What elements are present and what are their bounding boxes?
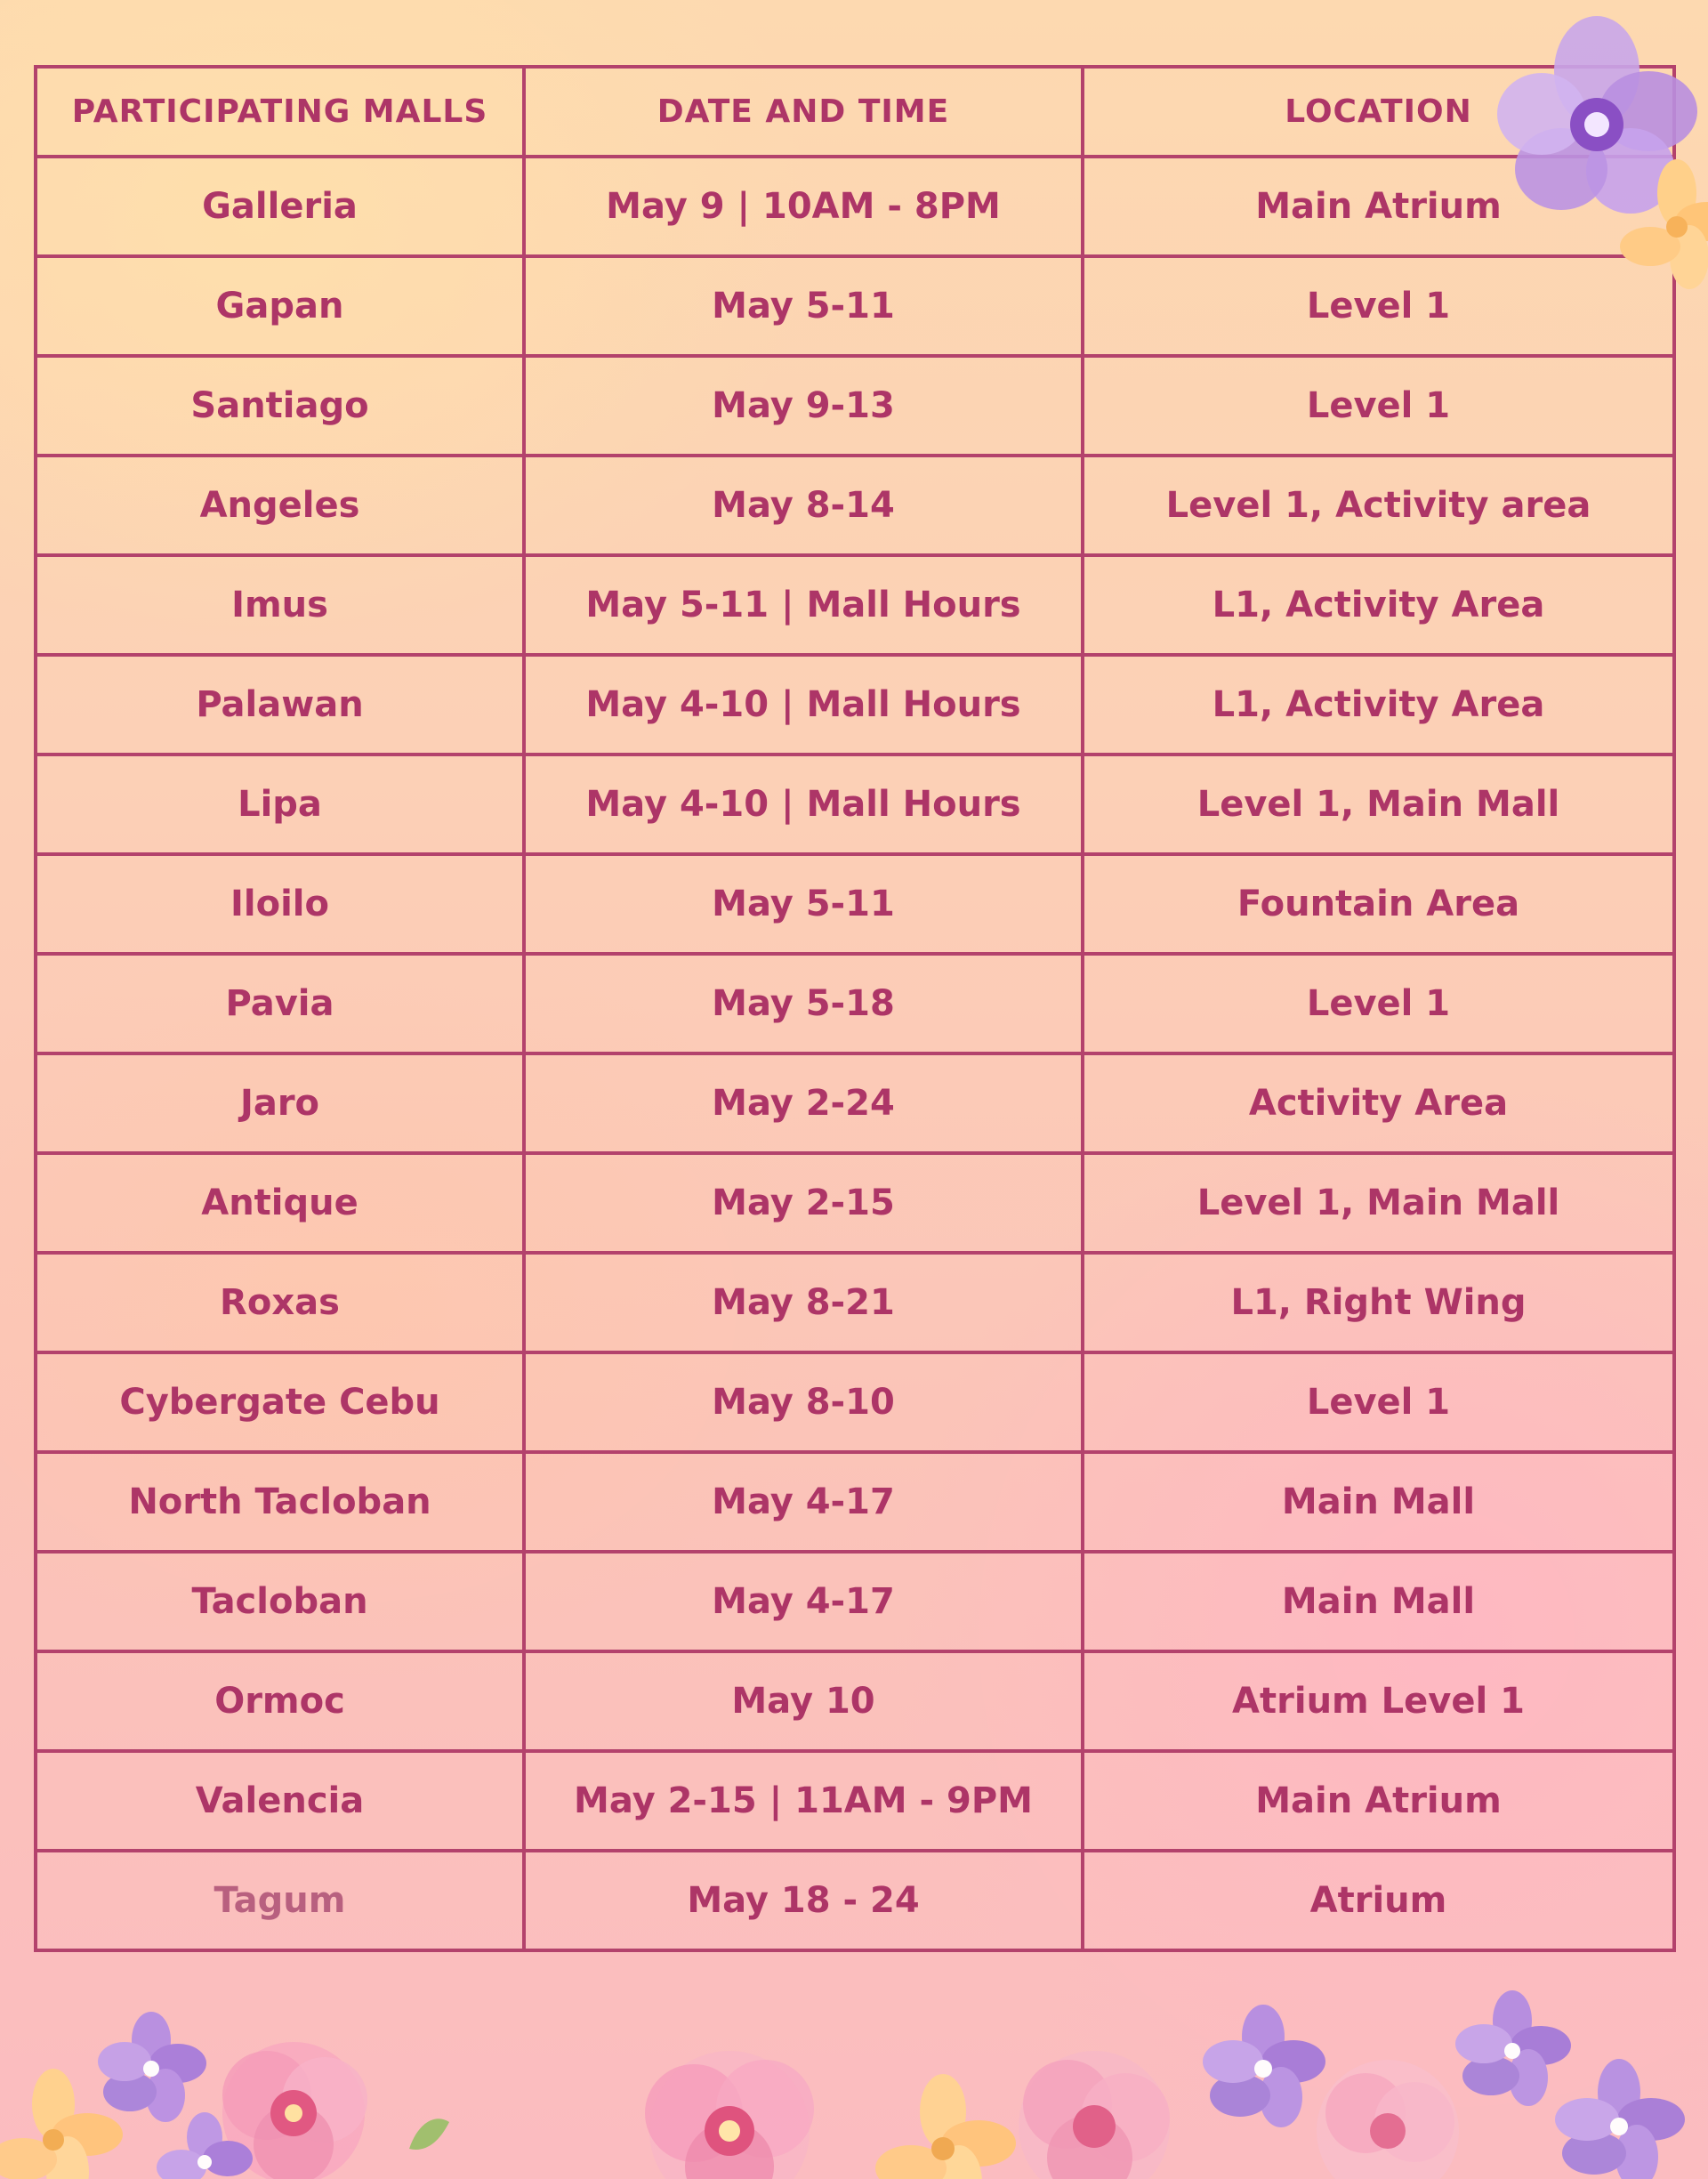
table-row [36,1851,1674,1950]
mall-schedule-table [34,65,1676,1952]
date-time-cell: May 18 - 24 [524,1851,1083,1950]
table-row [36,1153,1674,1253]
table-row [36,1452,1674,1552]
mall-name-cell: Roxas [36,1253,524,1352]
date-time-cell: May 5-11 [524,256,1083,356]
date-time-cell: May 8-10 [524,1352,1083,1452]
mall-name-cell: Cybergate Cebu [36,1352,524,1452]
location-cell: L1, Right Wing [1083,1253,1674,1352]
location-cell: Fountain Area [1083,854,1674,954]
table-row [36,655,1674,755]
mall-name-cell: Santiago [36,356,524,456]
date-time-cell: May 10 [524,1651,1083,1751]
location-cell: L1, Activity Area [1083,555,1674,655]
location-cell: Level 1 [1083,356,1674,456]
mall-name-cell: Iloilo [36,854,524,954]
table-row [36,1053,1674,1153]
table-row [36,1253,1674,1352]
date-time-cell: May 8-14 [524,456,1083,555]
table-row [36,1352,1674,1452]
mall-name-cell: North Tacloban [36,1452,524,1552]
date-time-cell: May 4-17 [524,1552,1083,1651]
table-row [36,157,1674,256]
location-cell: Main Mall [1083,1452,1674,1552]
date-time-cell: May 2-24 [524,1053,1083,1153]
mall-name-cell: Jaro [36,1053,524,1153]
mall-name-cell: Gapan [36,256,524,356]
header-date-and-time: DATE AND TIME [524,67,1083,157]
table-row [36,1651,1674,1751]
location-cell: L1, Activity Area [1083,655,1674,755]
mall-name-cell: Galleria [36,157,524,256]
mall-name-cell: Antique [36,1153,524,1253]
table-row [36,256,1674,356]
date-time-cell: May 2-15 | 11AM - 9PM [524,1751,1083,1851]
mall-name-cell: Ormoc [36,1651,524,1751]
location-cell: Main Mall [1083,1552,1674,1651]
table-header-row [36,67,1674,157]
location-cell: Atrium Level 1 [1083,1651,1674,1751]
location-cell: Level 1 [1083,1352,1674,1452]
table-row [36,755,1674,854]
table-row [36,954,1674,1053]
location-cell: Level 1 [1083,256,1674,356]
header-participating-malls: PARTICIPATING MALLS [36,67,524,157]
mall-name-cell: Imus [36,555,524,655]
location-cell: Level 1 [1083,954,1674,1053]
table-row [36,1552,1674,1651]
date-time-cell: May 5-18 [524,954,1083,1053]
mall-name-cell: Tacloban [36,1552,524,1651]
header-location: LOCATION [1083,67,1674,157]
location-cell: Level 1, Main Mall [1083,1153,1674,1253]
date-time-cell: May 2-15 [524,1153,1083,1253]
mall-name-cell: Lipa [36,755,524,854]
mall-name-cell: Pavia [36,954,524,1053]
mall-name-cell: Tagum [36,1851,524,1950]
location-cell: Level 1, Activity area [1083,456,1674,555]
mall-name-cell: Angeles [36,456,524,555]
mall-name-cell: Palawan [36,655,524,755]
date-time-cell: May 8-21 [524,1253,1083,1352]
location-cell: Main Atrium [1083,1751,1674,1851]
date-time-cell: May 9 | 10AM - 8PM [524,157,1083,256]
date-time-cell: May 5-11 | Mall Hours [524,555,1083,655]
location-cell: Main Atrium [1083,157,1674,256]
date-time-cell: May 4-10 | Mall Hours [524,655,1083,755]
floral-border-icon [0,1971,1708,2179]
table-row [36,356,1674,456]
location-cell: Activity Area [1083,1053,1674,1153]
mall-name-cell: Valencia [36,1751,524,1851]
location-cell: Atrium [1083,1851,1674,1950]
date-time-cell: May 4-10 | Mall Hours [524,755,1083,854]
table-row [36,456,1674,555]
location-cell: Level 1, Main Mall [1083,755,1674,854]
date-time-cell: May 9-13 [524,356,1083,456]
date-time-cell: May 5-11 [524,854,1083,954]
table-row [36,854,1674,954]
table-row [36,555,1674,655]
table-row [36,1751,1674,1851]
date-time-cell: May 4-17 [524,1452,1083,1552]
